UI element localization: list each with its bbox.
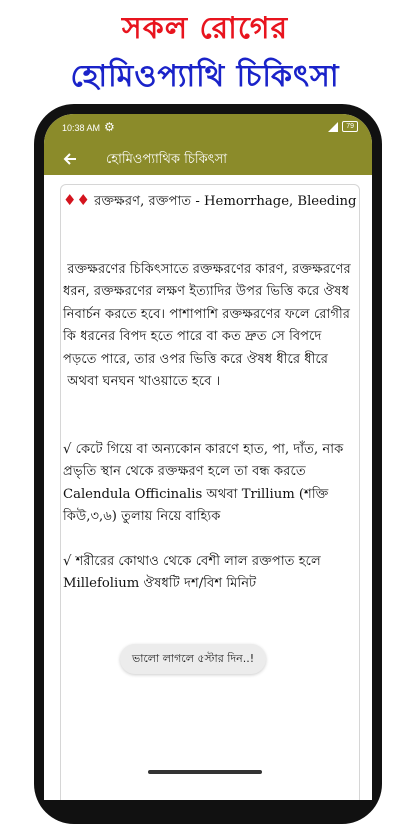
promo-headline-line1: সকল রোগের: [121, 11, 289, 46]
rating-toast: ভালো লাগলে ৫স্টার দিন..!: [120, 644, 266, 674]
home-indicator: [148, 770, 262, 774]
battery-icon: 79: [342, 121, 358, 132]
app-bar-title: হোমিওপ্যাথিক চিকিৎসা: [106, 152, 227, 167]
signal-icon: [328, 122, 338, 132]
back-arrow-icon[interactable]: [58, 147, 82, 171]
article-paragraph-2: √ কেটে গিয়ে বা অন্যকোন কারণে হাত, পা, দাঁত, নাক প্রভৃতি স্থান থেকে রক্তক্ষরণ হলে তা বন্ধ করতে Calendula Officinalis অথবা Trillium (শক্তি কিউ,৩,৬) তুলায় নিয়ে বাহ্যিক: [63, 441, 348, 524]
article-paragraph-3: √ শরীরের কোথাও থেকে বেশী লাল রক্তপাত হলে Millefolium ঔষধটি দশ/বিশ মিনিট: [63, 553, 326, 591]
article-card[interactable]: [60, 184, 360, 800]
status-bar: [44, 114, 372, 142]
status-icons: [328, 121, 358, 132]
article-heading: [63, 189, 359, 214]
app-bar: [44, 142, 372, 175]
phone-screen: [44, 114, 372, 800]
article-paragraph-1: রক্তক্ষরণের চিকিৎসাতে রক্তক্ষরণের কারণ, রক্তক্ষরণের ধরন, রক্তক্ষরণের লক্ষণ ইত্যাদির উপর ভিত্তি করে ঔষধ নিবার্চন করতে হবে। পাশাপাশি রক্তক্ষরণের ফলে রোগীর কি ধরনের বিপদ হতে পারে বা কত দ্রুত সে বিপদে পড়তে পারে, তার ওপর ভিত্তি করে ঔষধ ধীরে ধীরে অথবা ঘনঘন খাওয়াতে হবে ।: [63, 261, 351, 389]
settings-status-icon: ⚙: [104, 120, 115, 134]
promo-headline-line2: হোমিওপ্যাথি চিকিৎসা: [70, 59, 340, 94]
diamond-icon: ♦♦: [63, 191, 90, 209]
article-heading-text: রক্তক্ষরণ, রক্তপাত - Hemorrhage, Bleeding: [89, 194, 357, 209]
status-time: 10:38 AM: [62, 123, 101, 133]
article-body: [63, 189, 359, 596]
